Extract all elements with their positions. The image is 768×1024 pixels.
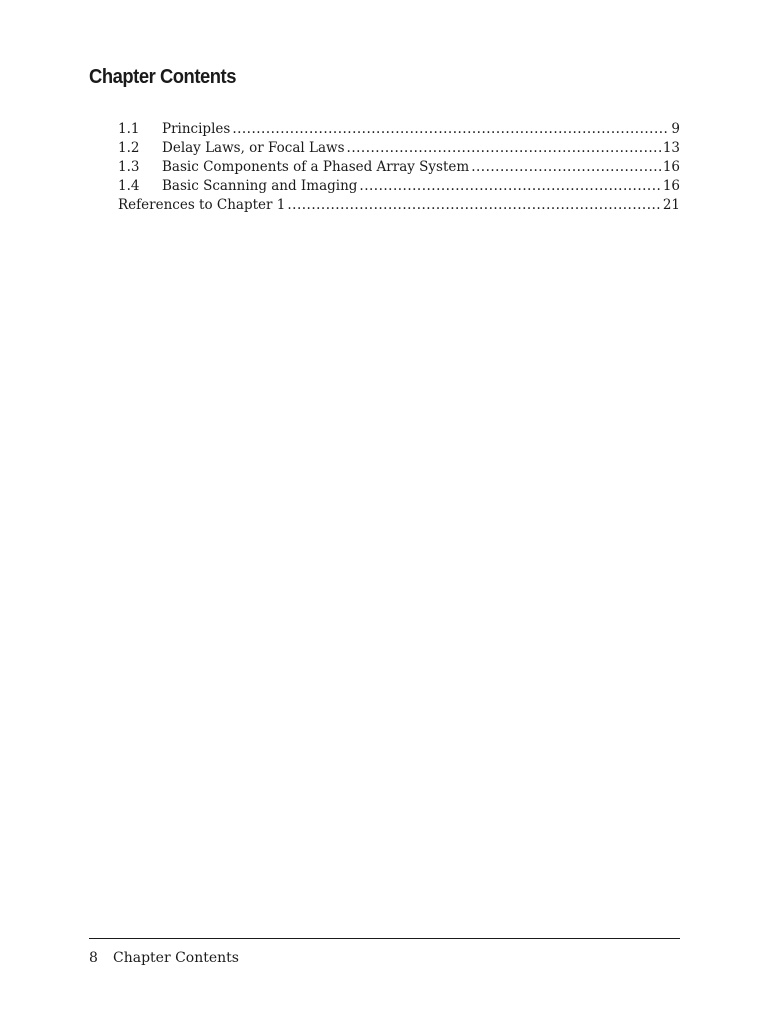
toc-entry-page: 13 (662, 140, 680, 156)
toc-dot-leader (359, 177, 660, 196)
chapter-heading: Chapter Contents (89, 66, 237, 88)
toc-entry-title: Basic Scanning and Imaging (162, 178, 358, 194)
toc-entry-page: 16 (662, 159, 680, 175)
toc-entry-number: 1.4 (118, 178, 140, 194)
footer-divider (89, 938, 680, 939)
toc-entry-references[interactable] (118, 196, 680, 215)
toc-dot-leader (347, 139, 661, 158)
toc-entry-page: 16 (662, 178, 680, 194)
table-of-contents (118, 120, 680, 215)
toc-entry-number: 1.1 (118, 121, 140, 137)
footer-running-title: Chapter Contents (113, 950, 239, 966)
toc-entry-page: 9 (671, 121, 680, 137)
toc-entry-basic-scanning[interactable] (118, 177, 680, 196)
toc-entry-number: 1.2 (118, 140, 140, 156)
toc-entry-title: Delay Laws, or Focal Laws (162, 140, 345, 156)
toc-entry-basic-components[interactable] (118, 158, 680, 177)
toc-entry-page: 21 (662, 197, 680, 213)
page-footer (89, 948, 239, 968)
toc-entry-number: 1.3 (118, 159, 140, 175)
toc-dot-leader (232, 120, 669, 139)
toc-entry-title: References to Chapter 1 (118, 197, 286, 213)
toc-dot-leader (287, 196, 660, 215)
toc-entry-delay-laws[interactable] (118, 139, 680, 158)
footer-page-number: 8 (89, 950, 98, 966)
toc-entry-title: Principles (162, 121, 231, 137)
toc-entry-title: Basic Components of a Phased Array System (162, 159, 470, 175)
toc-dot-leader (471, 158, 661, 177)
toc-entry-principles[interactable] (118, 120, 680, 139)
